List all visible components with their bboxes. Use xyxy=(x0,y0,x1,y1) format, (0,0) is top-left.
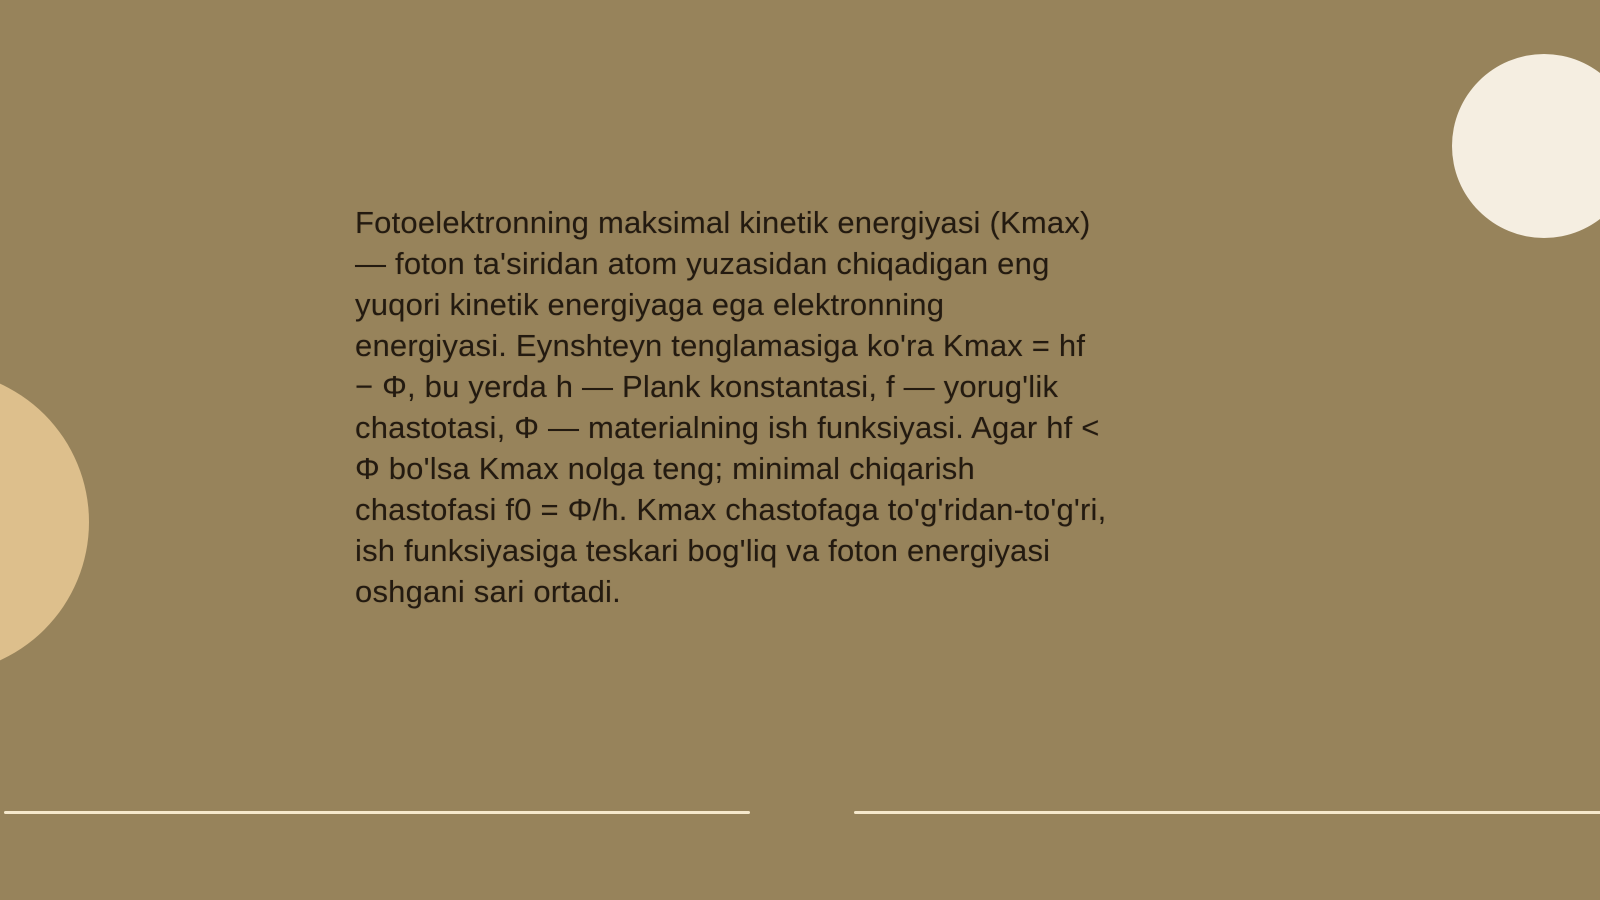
decorative-circle-top-right xyxy=(1452,54,1600,238)
text-line: — foton ta'siridan atom yuzasidan chiqadigan eng xyxy=(355,246,1050,281)
text-line: − Φ, bu yerda h — Plank konstantasi, f — yorug'lik xyxy=(355,369,1059,404)
body-text xyxy=(355,202,1255,612)
text-line: chastofasi f0 = Φ/h. Kmax chastofaga to'g'ridan-to'g'ri, xyxy=(355,492,1107,527)
decorative-circle-left xyxy=(0,370,89,674)
divider-line-left xyxy=(4,811,750,814)
text-line: oshgani sari ortadi. xyxy=(355,574,621,609)
text-line: ish funksiyasiga teskari bog'liq va foton energiyasi xyxy=(355,533,1051,568)
divider-line-right xyxy=(854,811,1600,814)
text-line: Φ bo'lsa Kmax nolga teng; minimal chiqarish xyxy=(355,451,975,486)
text-line: chastotasi, Φ — materialning ish funksiyasi. Agar hf < xyxy=(355,410,1100,445)
text-line: Fotoelektronning maksimal kinetik energiyasi (Kmax) xyxy=(355,205,1091,240)
text-line: yuqori kinetik energiyaga ega elektronning xyxy=(355,287,945,322)
text-line: energiyasi. Eynshteyn tenglamasiga ko'ra Kmax = hf xyxy=(355,328,1086,363)
